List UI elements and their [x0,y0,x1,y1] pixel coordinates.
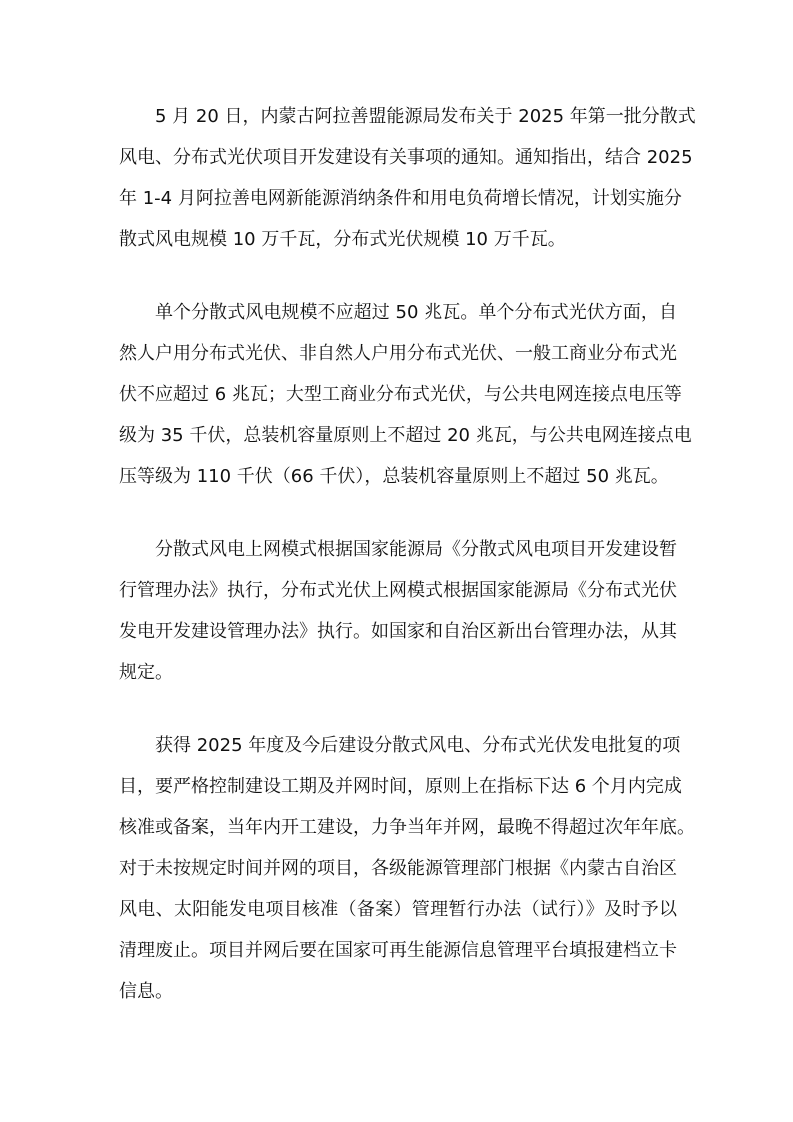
paragraph-line: 然人户用分布式光伏、非自然人户用分布式光伏、一般工商业分布式光 [119,343,677,364]
paragraph-line: 压等级为 110 千伏（66 千伏），总装机容量原则上不超过 50 兆瓦。 [119,466,669,487]
paragraph-line: 目，要严格控制建设工期及并网时间，原则上在指标下达 6 个月内完成 [119,776,682,797]
paragraph-line: 清理废止。项目并网后要在国家可再生能源信息管理平台填报建档立卡 [119,940,677,961]
paragraph-line: 散式风电规模 10 万千瓦，分布式光伏规模 10 万千瓦。 [119,229,566,250]
paragraph-line: 风电、太阳能发电项目核准（备案）管理暂行办法（试行）》及时予以 [119,899,677,920]
paragraph-line: 风电、分布式光伏项目开发建设有关事项的通知。通知指出，结合 2025 [119,147,693,168]
paragraph-line: 获得 2025 年度及今后建设分散式风电、分布式光伏发电批复的项 [155,735,681,756]
paragraph-line: 级为 35 千伏，总装机容量原则上不超过 20 兆瓦，与公共电网连接点电 [119,425,692,446]
paragraph-line: 核准或备案，当年内开工建设，力争当年并网，最晚不得超过次年年底。 [119,817,695,838]
paragraph-line: 对于未按规定时间并网的项目，各级能源管理部门根据《内蒙古自治区 [119,858,677,879]
paragraph [119,529,677,693]
paragraph-line: 规定。 [119,662,173,683]
paragraph-line: 单个分散式风电规模不应超过 50 兆瓦。单个分布式光伏方面，自 [155,302,677,323]
paragraph [119,292,692,497]
paragraph-line: 信息。 [119,981,173,1002]
paragraph [119,725,695,1012]
paragraph-line: 分散式风电上网模式根据国家能源局《分散式风电项目开发建设暂 [155,539,677,560]
paragraph-line: 发电开发建设管理办法》执行。如国家和自治区新出台管理办法，从其 [119,621,677,642]
paragraph [119,96,696,260]
paragraph-line: 行管理办法》执行，分布式光伏上网模式根据国家能源局《分布式光伏 [119,580,677,601]
paragraph-line: 年 1-4 月阿拉善电网新能源消纳条件和用电负荷增长情况，计划实施分 [119,188,682,209]
paragraph-line: 5 月 20 日，内蒙古阿拉善盟能源局发布关于 2025 年第一批分散式 [155,106,696,127]
document-body [119,96,696,1044]
paragraph-line: 伏不应超过 6 兆瓦；大型工商业分布式光伏，与公共电网连接点电压等 [119,384,682,405]
